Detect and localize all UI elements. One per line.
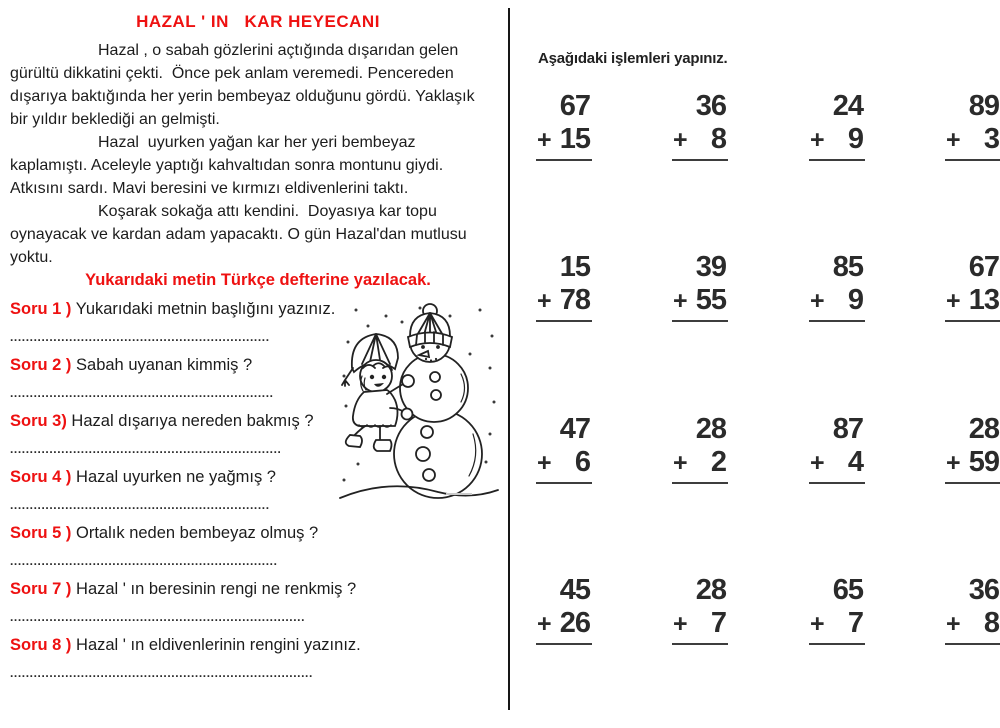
plus-sign: + bbox=[537, 610, 551, 638]
bottom-addend: 15 bbox=[559, 123, 590, 155]
column-divider bbox=[508, 8, 510, 710]
bottom-addend: 8 bbox=[710, 123, 726, 155]
math-instruction: Aşağıdaki işlemleri yapınız. bbox=[538, 50, 728, 67]
snowman-hat bbox=[408, 304, 452, 347]
top-addend: 28 bbox=[695, 413, 726, 445]
bottom-addend: 55 bbox=[695, 284, 726, 316]
bottom-row bbox=[809, 122, 865, 157]
story-line: oynayacak ve kardan adam yapacaktı. O gün Hazal'dan mutlusu bbox=[10, 226, 467, 243]
bottom-addend: 78 bbox=[559, 284, 590, 316]
bottom-addend: 7 bbox=[710, 607, 726, 639]
question-label: Soru 7 ) bbox=[10, 580, 72, 598]
answer-line bbox=[536, 482, 592, 484]
story-line: dışarıya baktığında her yerin bembeyaz olduğunu gördü. Yaklaşık bbox=[10, 88, 475, 105]
bottom-row bbox=[809, 445, 865, 480]
bottom-addend: 26 bbox=[559, 607, 590, 639]
answer-line bbox=[672, 320, 728, 322]
addition-problem bbox=[809, 251, 865, 322]
answer-line bbox=[536, 320, 592, 322]
answer-dotted-line: ..................................................................... bbox=[10, 442, 282, 456]
top-addend: 28 bbox=[695, 574, 726, 606]
answer-line bbox=[809, 643, 865, 645]
bottom-addend: 6 bbox=[574, 446, 590, 478]
plus-sign: + bbox=[537, 449, 551, 477]
answer-line bbox=[945, 320, 1000, 322]
question-label: Soru 4 ) bbox=[10, 468, 72, 486]
answer-line bbox=[945, 482, 1000, 484]
addition-problem bbox=[672, 251, 728, 322]
top-addend: 89 bbox=[968, 90, 999, 122]
question-text: Yukarıdaki metnin başlığını yazınız. bbox=[71, 300, 336, 318]
plus-sign: + bbox=[537, 287, 551, 315]
plus-sign: + bbox=[673, 287, 687, 315]
question-text: Ortalık neden bembeyaz olmuş ? bbox=[71, 524, 319, 542]
question-block bbox=[10, 634, 506, 680]
bottom-addend: 4 bbox=[847, 446, 863, 478]
answer-dotted-line: .................................................................. bbox=[10, 498, 270, 512]
bottom-row bbox=[945, 283, 1000, 318]
top-addend: 39 bbox=[695, 251, 726, 283]
bottom-row bbox=[672, 122, 728, 157]
top-addend: 36 bbox=[968, 574, 999, 606]
addition-problem bbox=[536, 574, 592, 645]
plus-sign: + bbox=[537, 126, 551, 154]
girl-mitten-lower bbox=[402, 409, 413, 420]
bottom-row bbox=[536, 122, 592, 157]
question-label: Soru 5 ) bbox=[10, 524, 72, 542]
math-section bbox=[520, 0, 998, 728]
snowman-illustration bbox=[338, 302, 500, 507]
top-addend: 15 bbox=[559, 251, 590, 283]
question-text: Hazal uyurken ne yağmış ? bbox=[71, 468, 276, 486]
answer-line bbox=[809, 482, 865, 484]
plus-sign: + bbox=[810, 610, 824, 638]
question-line bbox=[10, 522, 506, 544]
question-text: Hazal ' ın beresinin rengi ne renkmiş ? bbox=[71, 580, 357, 598]
bottom-addend: 8 bbox=[983, 607, 999, 639]
bottom-addend: 13 bbox=[968, 284, 999, 316]
girl-boot-front bbox=[374, 440, 392, 451]
question-text: Hazal dışarıya nereden bakmış ? bbox=[66, 412, 314, 430]
top-addend: 28 bbox=[968, 413, 999, 445]
story-line: Atkısını sardı. Mavi beresini ve kırmızı eldivenlerini taktı. bbox=[10, 180, 409, 197]
addition-problem bbox=[945, 413, 1000, 484]
girl-boot-back bbox=[346, 435, 362, 447]
answer-line bbox=[945, 643, 1000, 645]
addition-problem bbox=[809, 574, 865, 645]
bottom-row bbox=[945, 445, 1000, 480]
plus-sign: + bbox=[946, 449, 960, 477]
bottom-row bbox=[809, 606, 865, 641]
question-block bbox=[10, 522, 506, 568]
bottom-row bbox=[672, 445, 728, 480]
addition-problem bbox=[536, 251, 592, 322]
top-addend: 65 bbox=[832, 574, 863, 606]
addition-problem bbox=[809, 90, 865, 161]
bottom-addend: 9 bbox=[847, 123, 863, 155]
addition-problem bbox=[945, 251, 1000, 322]
top-addend: 67 bbox=[968, 251, 999, 283]
addition-problem bbox=[945, 90, 1000, 161]
answer-dotted-line: ............................................................................. bbox=[10, 666, 313, 680]
plus-sign: + bbox=[810, 287, 824, 315]
top-addend: 67 bbox=[559, 90, 590, 122]
question-label: Soru 2 ) bbox=[10, 356, 72, 374]
top-addend: 85 bbox=[832, 251, 863, 283]
answer-line bbox=[536, 643, 592, 645]
plus-sign: + bbox=[946, 287, 960, 315]
question-text: Sabah uyanan kimmiş ? bbox=[71, 356, 253, 374]
top-addend: 24 bbox=[832, 90, 863, 122]
bottom-row bbox=[945, 606, 1000, 641]
addition-problem bbox=[809, 413, 865, 484]
plus-sign: + bbox=[673, 126, 687, 154]
story-line: gürültü dikkatini çekti. Önce pek anlam veremedi. Pencereden bbox=[10, 65, 454, 82]
story-line: yoktu. bbox=[10, 249, 53, 266]
bottom-addend: 59 bbox=[968, 446, 999, 478]
top-addend: 47 bbox=[559, 413, 590, 445]
plus-sign: + bbox=[673, 449, 687, 477]
bottom-addend: 9 bbox=[847, 284, 863, 316]
addition-problem bbox=[672, 413, 728, 484]
story-line: bir yıldır beklediği an gelmişti. bbox=[10, 111, 220, 128]
addition-problem bbox=[536, 413, 592, 484]
bottom-row bbox=[809, 283, 865, 318]
snowman-bottom-ball bbox=[394, 410, 482, 498]
bottom-addend: 3 bbox=[983, 123, 999, 155]
question-text: Hazal ' ın eldivenlerinin rengini yazınız. bbox=[71, 636, 361, 654]
answer-line bbox=[672, 643, 728, 645]
bottom-addend: 7 bbox=[847, 607, 863, 639]
girl-mitten-upper bbox=[402, 375, 414, 387]
story-line: kaplamıştı. Aceleyle yaptığı kahvaltıdan sonra montunu giydi. bbox=[10, 157, 444, 174]
top-addend: 87 bbox=[832, 413, 863, 445]
answer-dotted-line: .................................................................. bbox=[10, 330, 270, 344]
plus-sign: + bbox=[946, 610, 960, 638]
bottom-row bbox=[536, 445, 592, 480]
addition-problem bbox=[536, 90, 592, 161]
answer-line bbox=[672, 482, 728, 484]
bottom-row bbox=[945, 122, 1000, 157]
question-line bbox=[10, 578, 506, 600]
question-label: Soru 8 ) bbox=[10, 636, 72, 654]
story-line: Hazal , o sabah gözlerini açtığında dışarıdan gelen bbox=[98, 42, 459, 59]
top-addend: 36 bbox=[695, 90, 726, 122]
answer-dotted-line: ................................................................... bbox=[10, 386, 274, 400]
watermark bbox=[446, 493, 472, 495]
plus-sign: + bbox=[810, 126, 824, 154]
addition-problem bbox=[945, 574, 1000, 645]
bottom-row bbox=[672, 283, 728, 318]
bottom-addend: 2 bbox=[710, 446, 726, 478]
bottom-row bbox=[536, 606, 592, 641]
answer-line bbox=[672, 159, 728, 161]
copy-note: Yukarıdaki metin Türkçe defterine yazılacak. bbox=[85, 271, 431, 289]
question-label: Soru 3) bbox=[10, 412, 67, 430]
answer-line bbox=[809, 159, 865, 161]
question-label: Soru 1 ) bbox=[10, 300, 72, 318]
answer-line bbox=[809, 320, 865, 322]
answer-dotted-line: ........................................................................... bbox=[10, 610, 306, 624]
story-line: Koşarak sokağa attı kendini. Doyasıya kar topu bbox=[98, 203, 437, 220]
plus-sign: + bbox=[673, 610, 687, 638]
bottom-row bbox=[536, 283, 592, 318]
answer-line bbox=[945, 159, 1000, 161]
question-block bbox=[10, 578, 506, 624]
story-text bbox=[10, 39, 506, 269]
answer-line bbox=[536, 159, 592, 161]
plus-sign: + bbox=[810, 449, 824, 477]
story-title: HAZAL ' IN KAR HEYECANI bbox=[136, 12, 380, 31]
question-line bbox=[10, 634, 506, 656]
plus-sign: + bbox=[946, 126, 960, 154]
addition-problem bbox=[672, 90, 728, 161]
top-addend: 45 bbox=[559, 574, 590, 606]
answer-dotted-line: .................................................................... bbox=[10, 554, 278, 568]
bottom-row bbox=[672, 606, 728, 641]
story-line: Hazal uyurken yağan kar her yeri bembeyaz bbox=[98, 134, 416, 151]
addition-problem bbox=[672, 574, 728, 645]
